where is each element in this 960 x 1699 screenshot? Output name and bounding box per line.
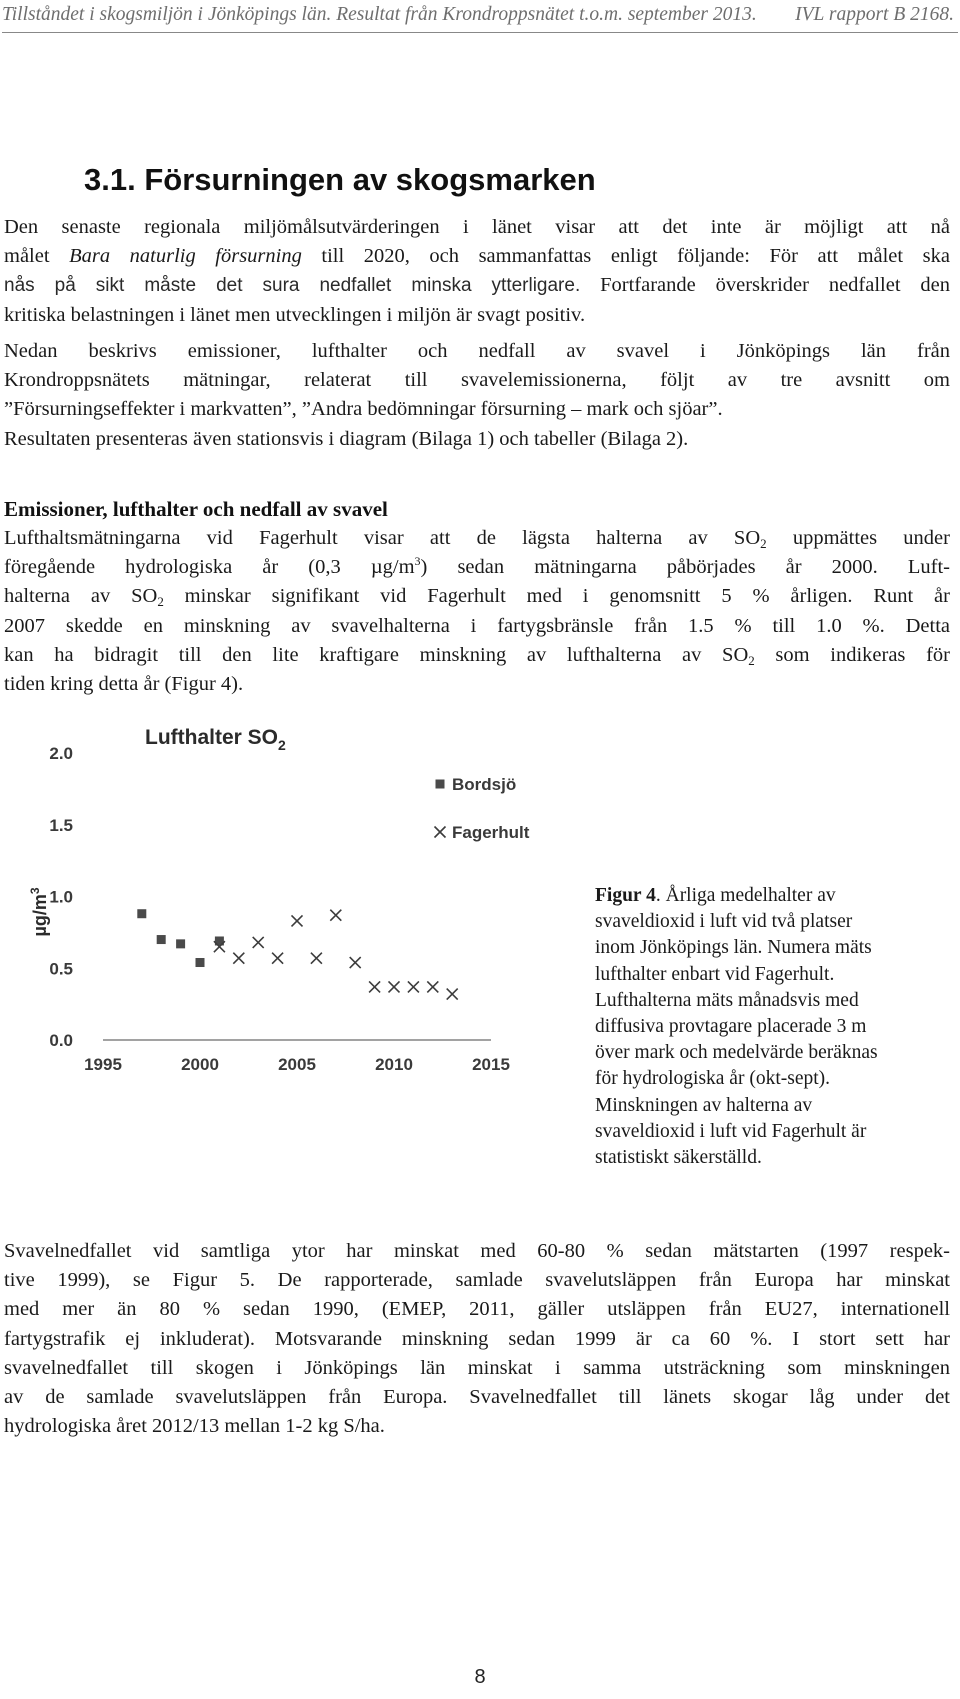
emissions-paragraph: [4, 524, 950, 699]
so2-chart: [0, 712, 560, 1092]
caption-line: svaveldioxid i luft vid Fagerhult är: [595, 1120, 867, 1142]
running-header: [2, 4, 954, 28]
caption-line: för hydrologiska år (okt-sept).: [595, 1068, 831, 1090]
deposition-line: hydrologiska året 2012/13 mellan 1-2 kg S/ha.: [4, 1415, 385, 1438]
header-report-number: IVL rapport B 2168.: [795, 4, 954, 25]
intro-line-3: nås på sikt måste det sura nedfallet minska ytterligare. Fortfarande överskrider nedfallet den: [4, 274, 950, 297]
x-tick-label: 1995: [84, 1055, 122, 1074]
y-tick-label: 1.0: [49, 887, 73, 907]
y-axis-label: $\mu g/m^3$: [28, 887, 50, 937]
description-line: Nedan beskrivs emissioner, lufthalter och nedfall av svavel i Jönköpings län från: [4, 340, 950, 362]
description-line: ”Försurningseffekter i markvatten”, ”Andra bedömningar försurning – mark och sjöar”.: [4, 398, 723, 421]
caption-line: Lufthalterna mäts månadsvis med: [595, 989, 859, 1011]
emissions-line-2: föregående hydrologiska år (0,3 $\mu g/m^3$) sedan mätningarna påbörjades år 2000. Luft-: [4, 554, 950, 579]
fagerhult-point: [447, 989, 458, 1000]
legend-marker: [435, 827, 446, 838]
fagerhult-point: [292, 915, 303, 926]
chart-title: Lufthalter $SO_2$: [145, 726, 286, 753]
caption-label: Figur 4: [595, 885, 656, 906]
fagerhult-point: [233, 953, 244, 964]
header-divider: [2, 32, 958, 33]
x-tick-label: 2000: [181, 1055, 219, 1074]
caption-line: över mark och medelvärde beräknas: [595, 1042, 878, 1064]
legend-label: Fagerhult: [452, 823, 530, 842]
bordsjö-point: [157, 935, 166, 944]
header-report-title: Tillståndet i skogsmiljön i Jönköpings län. Resultat från Krondroppsnätet t.o.m. september 2013.: [2, 4, 757, 25]
fagerhult-point: [408, 981, 419, 992]
emissions-line-1: Lufthaltsmätningarna vid Fagerhult visar att de lägsta halterna av $SO_2$ uppmättes under: [4, 527, 950, 551]
fagerhult-point: [330, 910, 341, 921]
bordsjö-point: [176, 939, 185, 948]
emissions-line-4: 2007 skedde en minskning av svavelhalterna i fartygsbränsle från 1.5 % till 1.0 %. Detta: [4, 614, 950, 637]
fagerhult-point: [427, 981, 438, 992]
emissions-heading: Emissioner, lufthalter och nedfall av svavel: [4, 497, 388, 521]
x-tick-label: 2010: [375, 1055, 413, 1074]
caption-line: lufthalter enbart vid Fagerhult.: [595, 963, 835, 985]
caption-line: statistiskt säkerställd.: [595, 1147, 762, 1169]
figure-caption: [595, 883, 945, 1171]
deposition-line: tive 1999), se Figur 5. De rapporterade, samlade svavelutsläppen från Europa har minskat: [4, 1269, 950, 1292]
intro-paragraph: [4, 213, 950, 330]
bordsjö-point: [137, 909, 146, 918]
x-tick-label: 2015: [472, 1055, 510, 1074]
emissions-line-3: halterna av $SO_2$ minskar signifikant vid Fagerhult med i genomsnitt 5 % årligen. Runt år: [4, 585, 950, 610]
description-line: Resultaten presenteras även stationsvis i diagram (Bilaga 1) och tabeller (Bilaga 2).: [4, 427, 689, 450]
legend-label: Bordsjö: [452, 775, 517, 794]
page-number: 8: [474, 1666, 486, 1688]
emissions-line-5: kan ha bidragit till den lite kraftigare minskning av lufthalterna av $SO_2$ som indikeras för: [4, 643, 950, 668]
fagerhult-point: [253, 937, 264, 948]
deposition-line: med mer än 80 % sedan 1990, (EMEP, 2011, gäller utsläppen från EU27, internationell: [4, 1298, 950, 1321]
intro-line-2: målet Bara naturlig försurning till 2020, och sammanfattas enligt följande: För att målet ska: [4, 245, 950, 268]
y-tick-label: 0.0: [49, 1031, 73, 1050]
intro-line-1: Den senaste regionala miljömålsutvärderingen i länet visar att det inte är möjligt att nå: [4, 216, 950, 238]
deposition-paragraph: [4, 1237, 950, 1441]
fagerhult-point: [311, 953, 322, 964]
legend-marker: [436, 780, 445, 789]
fagerhult-point: [389, 981, 400, 992]
caption-line: inom Jönköpings län. Numera mäts: [595, 937, 872, 959]
fagerhult-point: [350, 957, 361, 968]
goal-name: Bara naturlig försurning: [69, 245, 302, 268]
x-tick-label: 2005: [278, 1055, 316, 1074]
section-title: 3.1. Försurningen av skogsmarken: [84, 162, 596, 197]
caption-line: Minskningen av halterna av: [595, 1094, 813, 1116]
deposition-line: svavelnedfallet till skogen i Jönköpings län minskat i samma utsträckning som minskningen: [4, 1356, 950, 1379]
caption-line: svaveldioxid i luft vid två platser: [595, 911, 853, 933]
deposition-line: fartygstrafik ej inkluderat). Motsvarande minskning sedan 1999 är ca 60 %. I stort sett har: [4, 1327, 950, 1350]
caption-line: Figur 4. Årliga medelhalter av: [595, 885, 836, 906]
deposition-line: Svavelnedfallet vid samtliga ytor har minskat med 60-80 % sedan mätstarten (1997 respek-: [4, 1240, 950, 1262]
fagerhult-point: [272, 953, 283, 964]
y-tick-label: 1.5: [49, 815, 73, 835]
y-tick-label: 2.0: [49, 744, 73, 763]
description-line: Krondroppsnätets mätningar, relaterat till svavelemissionerna, följt av tre avsnitt om: [4, 369, 950, 392]
fagerhult-point: [369, 981, 380, 992]
y-tick-label: 0.5: [49, 959, 73, 979]
bordsjö-point: [196, 958, 205, 967]
deposition-line: av de samlade svavelutsläppen från Europa. Svavelnedfallet till länets skogar låg under det: [4, 1386, 950, 1409]
intro-line-4: kritiska belastningen i länet men utvecklingen i miljön är svagt positiv.: [4, 303, 586, 326]
caption-line: diffusiva provtagare placerade 3 m: [595, 1016, 867, 1038]
description-paragraph: [4, 337, 950, 454]
emissions-line-6: tiden kring detta år (Figur 4).: [4, 673, 244, 696]
